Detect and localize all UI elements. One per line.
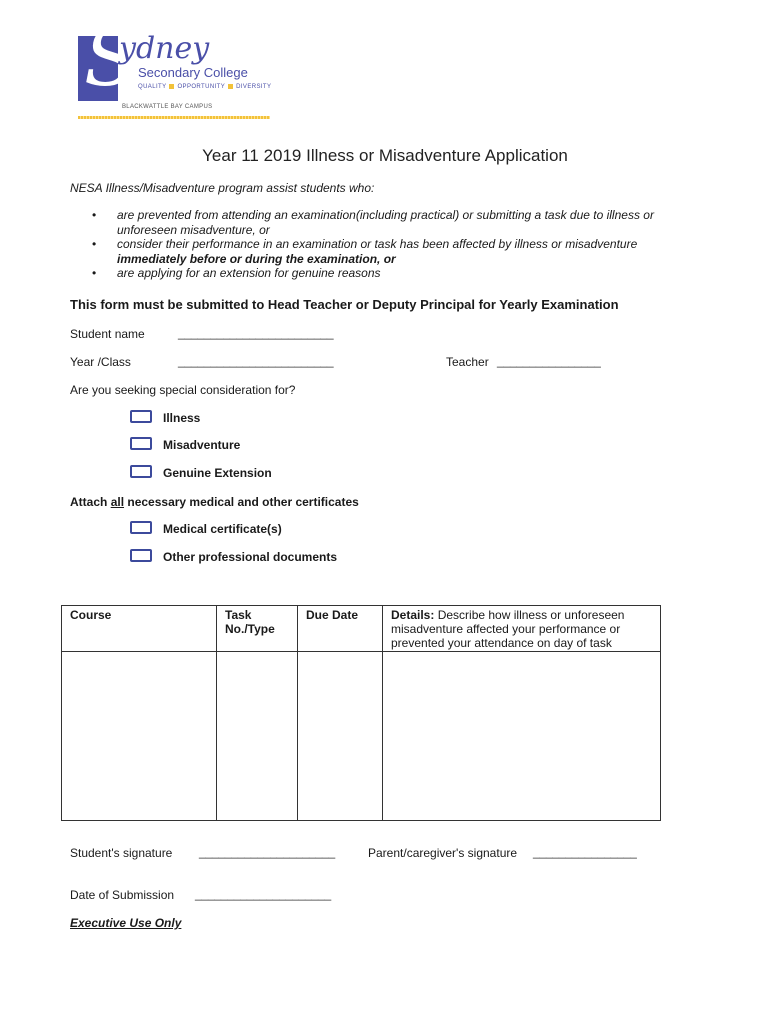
genuine-extension-checkbox[interactable] bbox=[130, 465, 152, 478]
attach-prefix: Attach bbox=[70, 495, 108, 509]
criteria-3: are applying for an extension for genuine reasons bbox=[117, 266, 381, 280]
attach-heading bbox=[70, 495, 359, 509]
parent-signature-field[interactable]: ________________ bbox=[533, 845, 637, 859]
course-cell[interactable] bbox=[62, 652, 217, 821]
misadventure-label: Misadventure bbox=[163, 438, 241, 452]
executive-use-heading: Executive Use Only bbox=[70, 916, 182, 930]
misadventure-checkbox[interactable] bbox=[130, 437, 152, 450]
other-documents-label: Other professional documents bbox=[163, 550, 338, 564]
table-header-row bbox=[62, 606, 661, 652]
logo-campus: BLACKWATTLE BAY CAMPUS bbox=[122, 104, 213, 110]
task-details-table bbox=[61, 605, 661, 821]
student-name-label: Student name bbox=[70, 327, 145, 341]
teacher-label: Teacher bbox=[446, 355, 489, 369]
parent-signature-label: Parent/caregiver's signature bbox=[368, 846, 518, 860]
logo-name: ydney bbox=[119, 31, 210, 66]
due-date-header: Due Date bbox=[298, 606, 383, 652]
course-header: Course bbox=[62, 606, 217, 652]
list-item bbox=[70, 237, 710, 266]
logo-initial: S bbox=[84, 14, 138, 104]
tagline-square-icon bbox=[228, 84, 233, 89]
consideration-question: Are you seeking special consideration for? bbox=[70, 383, 296, 397]
criteria-list bbox=[70, 208, 710, 281]
attach-suffix: necessary medical and other certificates bbox=[127, 495, 359, 509]
task-cell[interactable] bbox=[217, 652, 298, 821]
submission-heading: This form must be submitted to Head Teacher or Deputy Principal for Yearly Examination bbox=[70, 297, 619, 312]
list-item bbox=[70, 266, 710, 281]
illness-label: Illness bbox=[163, 411, 201, 425]
medical-certificate-checkbox[interactable] bbox=[130, 521, 152, 534]
illness-checkbox[interactable] bbox=[130, 410, 152, 423]
year-class-field[interactable]: ________________________ bbox=[178, 354, 334, 368]
intro-text: NESA Illness/Misadventure program assist students who: bbox=[70, 181, 375, 195]
attach-emphasis: all bbox=[110, 495, 125, 509]
details-text: Describe how illness or unforeseen misadventure affected your performance or prevented your attendance on day of task bbox=[391, 608, 625, 650]
page-title: Year 11 2019 Illness or Misadventure Application bbox=[202, 146, 568, 165]
medical-certificate-label: Medical certificate(s) bbox=[163, 522, 282, 536]
tagline-quality: QUALITY bbox=[138, 84, 167, 91]
criteria-2-emphasis: immediately before or during the examination, or bbox=[117, 251, 396, 266]
student-name-field[interactable]: ________________________ bbox=[178, 326, 334, 340]
student-signature-field[interactable]: _____________________ bbox=[199, 845, 335, 859]
logo-divider bbox=[78, 116, 270, 119]
criteria-2: consider their performance in an examination or task has been affected by illness or misadventure bbox=[117, 237, 638, 251]
tagline-diversity: DIVERSITY bbox=[236, 84, 272, 91]
student-signature-label: Student's signature bbox=[70, 846, 173, 860]
year-class-label: Year /Class bbox=[70, 355, 131, 369]
due-date-cell[interactable] bbox=[298, 652, 383, 821]
task-header: Task No./Type bbox=[217, 606, 298, 652]
logo-tagline bbox=[138, 84, 271, 90]
details-cell[interactable] bbox=[383, 652, 661, 821]
other-documents-checkbox[interactable] bbox=[130, 549, 152, 562]
list-item bbox=[70, 208, 710, 237]
details-header bbox=[383, 606, 661, 652]
tagline-opportunity: OPPORTUNITY bbox=[177, 84, 226, 91]
teacher-field[interactable]: ________________ bbox=[497, 354, 601, 368]
criteria-1: are prevented from attending an examination(including practical) or submitting a task due to illness or unforeseen misadventure, or bbox=[117, 208, 654, 237]
tagline-square-icon bbox=[169, 84, 174, 89]
logo-subtitle: Secondary College bbox=[138, 65, 248, 80]
table-row bbox=[62, 652, 661, 821]
date-of-submission-label: Date of Submission bbox=[70, 888, 175, 902]
genuine-extension-label: Genuine Extension bbox=[163, 466, 272, 480]
date-of-submission-field[interactable]: _____________________ bbox=[195, 887, 331, 901]
details-label: Details: bbox=[391, 608, 435, 622]
